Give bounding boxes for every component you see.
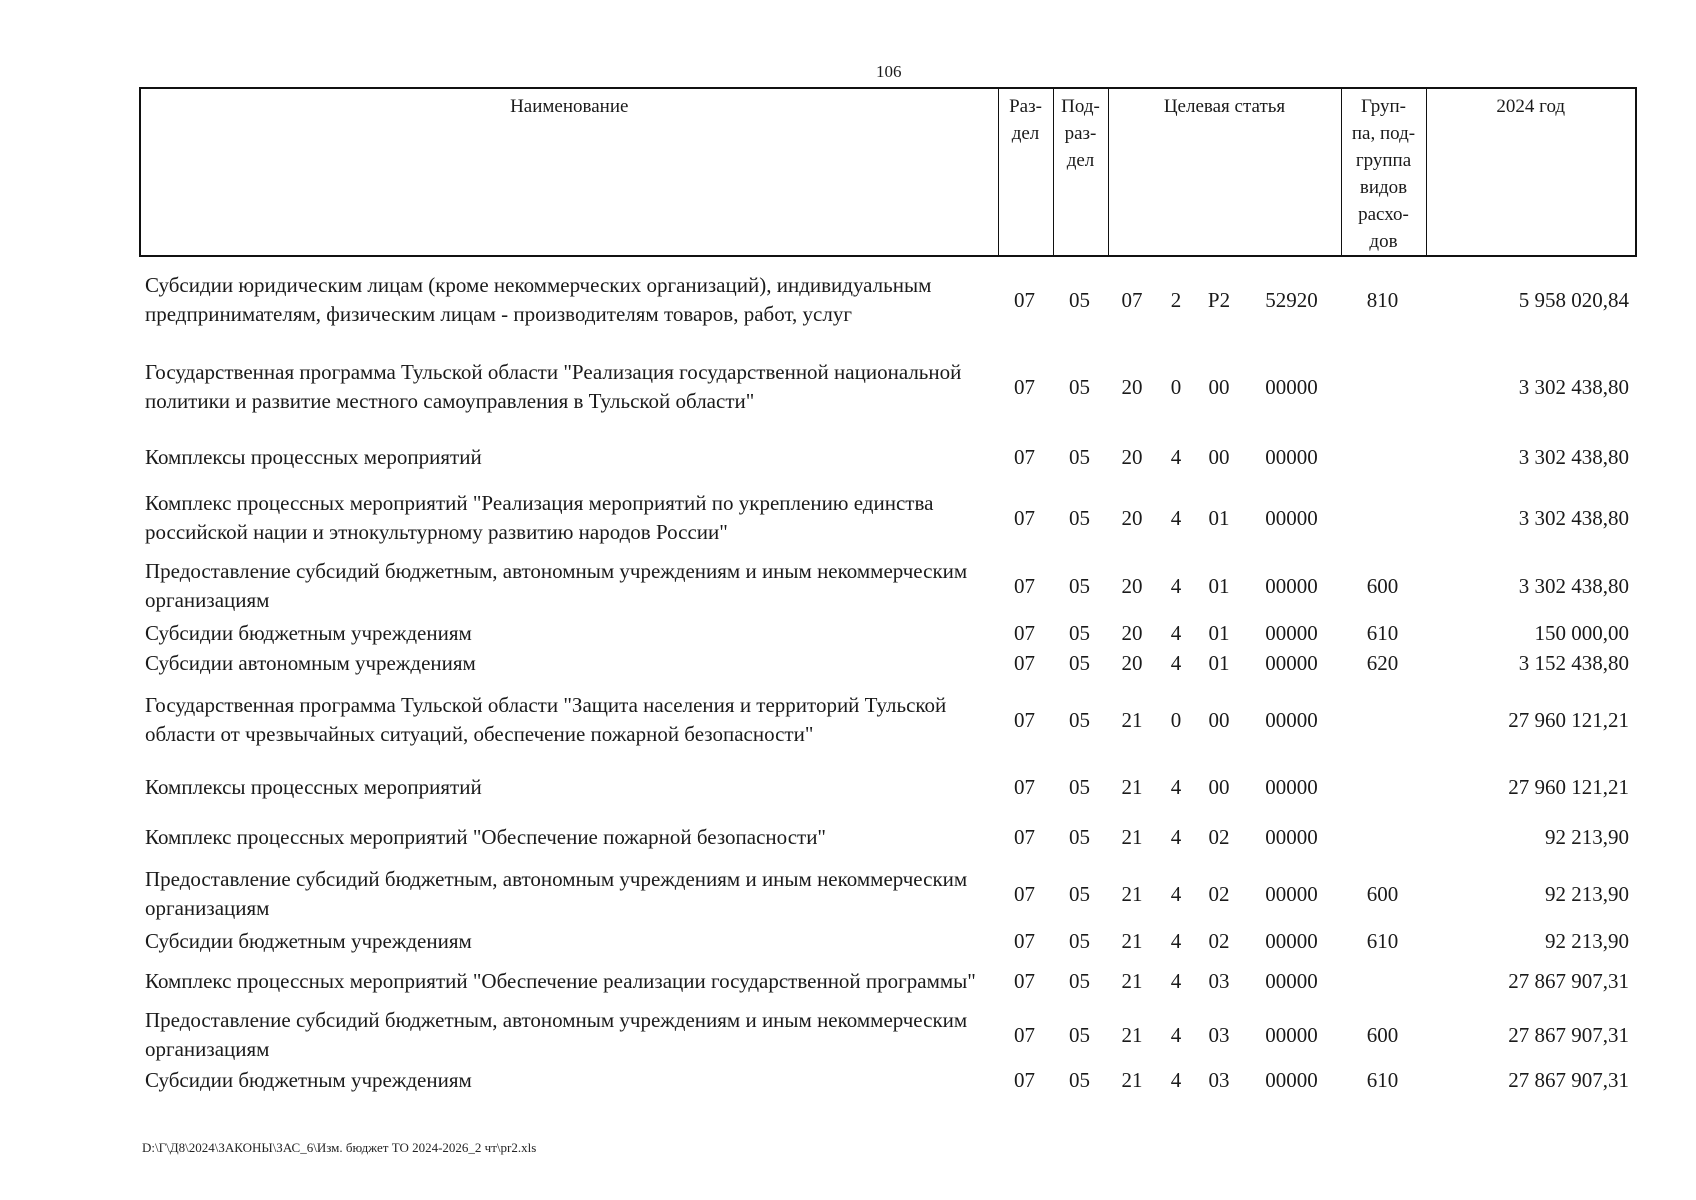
row-podrazdel: 05: [1069, 968, 1090, 993]
row-cs-program: 20: [1121, 620, 1143, 645]
row-vid-rashodov: [1340, 482, 1425, 554]
row-cs-direction: 00000: [1265, 374, 1318, 399]
table-row: [139, 678, 1635, 762]
row-vid-rashodov: [1340, 342, 1425, 432]
table-row: [139, 1064, 1635, 1096]
row-name: Субсидии автономным учреждениям: [145, 650, 476, 675]
row-cs-program: 21: [1121, 707, 1143, 732]
row-cs-program: 20: [1121, 505, 1143, 530]
row-razdel: 07: [1014, 374, 1035, 399]
row-razdel: 07: [1014, 1067, 1035, 1092]
row-cs-direction: 00000: [1265, 650, 1318, 675]
table-row: [139, 648, 1635, 678]
table-row: [139, 342, 1635, 432]
row-cs-program: 21: [1121, 881, 1143, 906]
row-cs-type: 0: [1170, 374, 1182, 399]
row-razdel: 07: [1014, 620, 1035, 645]
table-row: [139, 1006, 1635, 1064]
row-cs-direction: 00000: [1265, 707, 1318, 732]
row-vid-rashodov: 810: [1366, 287, 1399, 312]
row-amount: 27 960 121,21: [1508, 707, 1629, 732]
row-amount: 27 867 907,31: [1508, 968, 1629, 993]
row-cs-direction: 00000: [1265, 505, 1318, 530]
header-name: Наименование: [140, 88, 998, 256]
row-cs-type: 4: [1170, 1022, 1182, 1047]
row-name: Предоставление субсидий бюджетным, автономным учреждениям и иным некоммерческим организациям: [145, 867, 968, 920]
row-cs-type: 4: [1170, 444, 1182, 469]
row-podrazdel: 05: [1069, 774, 1090, 799]
row-vid-rashodov: 620: [1366, 650, 1399, 675]
row-name: Субсидии бюджетным учреждениям: [145, 928, 472, 953]
row-podrazdel: 05: [1069, 707, 1090, 732]
row-name: Субсидии юридическим лицам (кроме некоммерческих организаций), индивидуальным предпринимателям, физическим лицам - производителям товаров, работ, услуг: [145, 273, 932, 326]
row-podrazdel: 05: [1069, 620, 1090, 645]
row-amount: 5 958 020,84: [1518, 287, 1629, 312]
row-amount: 92 213,90: [1545, 824, 1629, 849]
row-razdel: 07: [1014, 1022, 1035, 1047]
row-name: Комплексы процессных мероприятий: [145, 774, 482, 799]
row-cs-direction: 00000: [1265, 444, 1318, 469]
row-cs-complex: 01: [1208, 650, 1230, 675]
row-name: Комплексы процессных мероприятий: [145, 444, 482, 469]
row-cs-type: 2: [1170, 287, 1182, 312]
row-vid-rashodov: 610: [1366, 620, 1399, 645]
row-cs-complex: 03: [1208, 1022, 1230, 1047]
row-cs-direction: 52920: [1265, 287, 1318, 312]
header-podrazdel: Под- раз- дел: [1053, 88, 1108, 256]
row-cs-direction: 00000: [1265, 1067, 1318, 1092]
row-name: Государственная программа Тульской области "Защита населения и территорий Тульской области от чрезвычайных ситуаций, обеспечение пожарной безопасности": [145, 693, 947, 746]
row-vid-rashodov: [1340, 678, 1425, 762]
row-podrazdel: 05: [1069, 824, 1090, 849]
row-cs-complex: 02: [1208, 881, 1230, 906]
row-podrazdel: 05: [1069, 374, 1090, 399]
row-vid-rashodov: [1340, 956, 1425, 1006]
row-cs-type: 4: [1170, 824, 1182, 849]
header-razdel: Раз- дел: [998, 88, 1053, 256]
row-razdel: 07: [1014, 505, 1035, 530]
row-cs-direction: 00000: [1265, 774, 1318, 799]
row-cs-program: 21: [1121, 968, 1143, 993]
budget-table: [139, 258, 1635, 1096]
row-vid-rashodov: 600: [1366, 881, 1399, 906]
row-cs-direction: 00000: [1265, 620, 1318, 645]
table-row: [139, 762, 1635, 812]
row-cs-program: 07: [1121, 287, 1143, 312]
row-podrazdel: 05: [1069, 287, 1090, 312]
row-name: Предоставление субсидий бюджетным, автономным учреждениям и иным некоммерческим организациям: [145, 559, 968, 612]
row-razdel: 07: [1014, 928, 1035, 953]
row-podrazdel: 05: [1069, 650, 1090, 675]
row-amount: 27 867 907,31: [1508, 1022, 1629, 1047]
row-amount: 92 213,90: [1545, 881, 1629, 906]
table-row: [139, 926, 1635, 956]
row-cs-program: 21: [1121, 1067, 1143, 1092]
table-row: [139, 812, 1635, 862]
row-vid-rashodov: 610: [1366, 1067, 1399, 1092]
row-vid-rashodov: [1340, 432, 1425, 482]
row-cs-type: 4: [1170, 774, 1182, 799]
row-podrazdel: 05: [1069, 573, 1090, 598]
row-razdel: 07: [1014, 968, 1035, 993]
row-cs-complex: 00: [1208, 707, 1230, 732]
row-name: Субсидии бюджетным учреждениям: [145, 620, 472, 645]
row-cs-complex: 00: [1208, 374, 1230, 399]
row-vid-rashodov: 600: [1366, 573, 1399, 598]
row-cs-program: 20: [1121, 650, 1143, 675]
row-podrazdel: 05: [1069, 1067, 1090, 1092]
row-cs-type: 4: [1170, 928, 1182, 953]
row-vid-rashodov: [1340, 762, 1425, 812]
row-amount: 3 302 438,80: [1518, 374, 1629, 399]
table-row: [139, 554, 1635, 618]
row-cs-type: 0: [1170, 707, 1182, 732]
row-name: Комплекс процессных мероприятий "Обеспечение пожарной безопасности": [145, 824, 827, 849]
row-razdel: 07: [1014, 824, 1035, 849]
row-cs-direction: 00000: [1265, 881, 1318, 906]
table-row: [139, 956, 1635, 1006]
table-row: [139, 618, 1635, 648]
row-razdel: 07: [1014, 774, 1035, 799]
row-amount: 3 152 438,80: [1518, 650, 1629, 675]
row-cs-type: 4: [1170, 1067, 1182, 1092]
row-razdel: 07: [1014, 707, 1035, 732]
row-razdel: 07: [1014, 287, 1035, 312]
table-row: [139, 258, 1635, 342]
row-name: Государственная программа Тульской области "Реализация государственной национальной политики и развитие местного самоуправления в Тульской области": [145, 360, 962, 413]
row-cs-complex: 01: [1208, 505, 1230, 530]
row-cs-complex: 00: [1208, 774, 1230, 799]
row-cs-type: 4: [1170, 650, 1182, 675]
row-podrazdel: 05: [1069, 505, 1090, 530]
row-cs-direction: 00000: [1265, 1022, 1318, 1047]
row-cs-complex: 00: [1208, 444, 1230, 469]
row-razdel: 07: [1014, 650, 1035, 675]
row-cs-type: 4: [1170, 620, 1182, 645]
row-amount: 3 302 438,80: [1518, 444, 1629, 469]
table-row: [139, 862, 1635, 926]
row-amount: 3 302 438,80: [1518, 505, 1629, 530]
row-cs-direction: 00000: [1265, 573, 1318, 598]
row-cs-type: 4: [1170, 881, 1182, 906]
row-cs-program: 21: [1121, 774, 1143, 799]
row-razdel: 07: [1014, 444, 1035, 469]
row-podrazdel: 05: [1069, 881, 1090, 906]
row-razdel: 07: [1014, 881, 1035, 906]
header-gruppa-vidov-rashodov: Груп- па, под- группа видов расхо- дов: [1341, 88, 1426, 256]
row-amount: 92 213,90: [1545, 928, 1629, 953]
row-amount: 150 000,00: [1534, 620, 1629, 645]
row-cs-complex: 02: [1208, 928, 1230, 953]
table-header: [139, 87, 1637, 257]
row-cs-program: 20: [1121, 573, 1143, 598]
row-podrazdel: 05: [1069, 444, 1090, 469]
row-vid-rashodov: [1340, 812, 1425, 862]
row-cs-type: 4: [1170, 573, 1182, 598]
row-cs-complex: 02: [1208, 824, 1230, 849]
row-cs-direction: 00000: [1265, 824, 1318, 849]
row-amount: 3 302 438,80: [1518, 573, 1629, 598]
row-cs-complex: 01: [1208, 573, 1230, 598]
row-name: Субсидии бюджетным учреждениям: [145, 1067, 472, 1092]
row-cs-program: 21: [1121, 928, 1143, 953]
row-cs-program: 21: [1121, 824, 1143, 849]
row-cs-complex: Р2: [1207, 287, 1231, 312]
row-amount: 27 960 121,21: [1508, 774, 1629, 799]
row-vid-rashodov: 610: [1366, 928, 1399, 953]
row-cs-program: 21: [1121, 1022, 1143, 1047]
page-number: 106: [876, 62, 902, 81]
table-row: [139, 482, 1635, 554]
row-cs-direction: 00000: [1265, 928, 1318, 953]
row-cs-program: 20: [1121, 374, 1143, 399]
row-podrazdel: 05: [1069, 1022, 1090, 1047]
table-row: [139, 432, 1635, 482]
row-amount: 27 867 907,31: [1508, 1067, 1629, 1092]
row-cs-complex: 01: [1208, 620, 1230, 645]
footer-file-path: D:\Г\Д8\2024\ЗАКОНЫ\ЗАС_6\Изм. бюджет ТО 2024-2026_2 чт\pr2.xls: [142, 1140, 537, 1155]
row-razdel: 07: [1014, 573, 1035, 598]
row-name: Комплекс процессных мероприятий "Обеспечение реализации государственной программы": [145, 968, 976, 993]
row-cs-program: 20: [1121, 444, 1143, 469]
row-name: Предоставление субсидий бюджетным, автономным учреждениям и иным некоммерческим организациям: [145, 1008, 968, 1061]
header-celevaya-statya: Целевая статья: [1108, 88, 1341, 256]
row-cs-direction: 00000: [1265, 968, 1318, 993]
row-podrazdel: 05: [1069, 928, 1090, 953]
row-cs-type: 4: [1170, 505, 1182, 530]
row-cs-type: 4: [1170, 968, 1182, 993]
row-cs-complex: 03: [1208, 968, 1230, 993]
row-vid-rashodov: 600: [1366, 1022, 1399, 1047]
header-year: 2024 год: [1426, 88, 1636, 256]
row-name: Комплекс процессных мероприятий "Реализация мероприятий по укреплению единства российской нации и этнокультурному развитию народов России": [145, 491, 934, 544]
row-cs-complex: 03: [1208, 1067, 1230, 1092]
